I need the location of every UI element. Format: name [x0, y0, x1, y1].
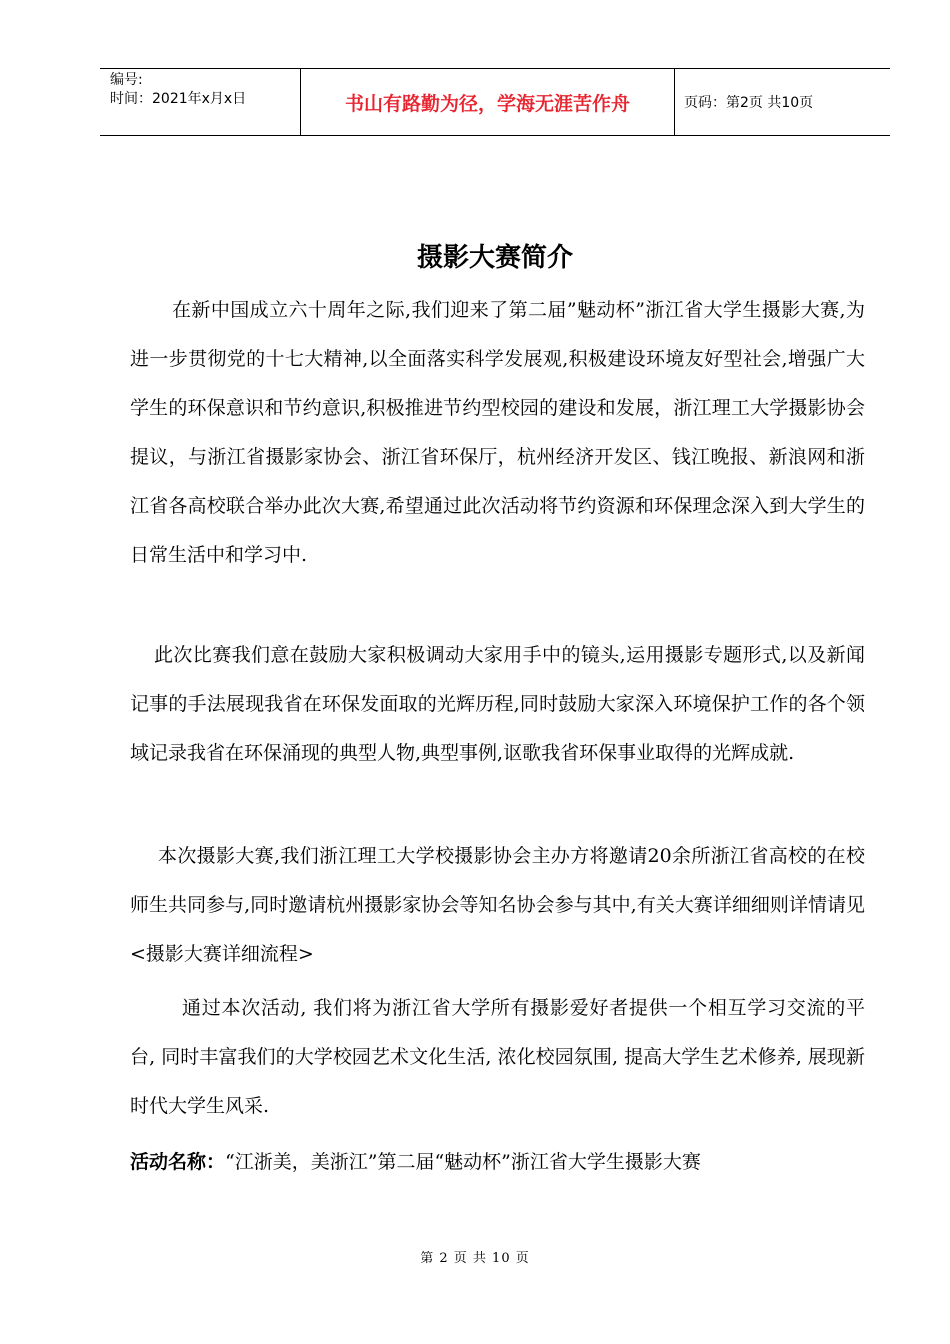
paragraph-purpose: 此次比赛我们意在鼓励大家积极调动大家用手中的镜头,运用摄影专题形式,以及新闻记事的手法展现我省在环保发面取的光辉历程,同时鼓励大家深入环境保护工作的各个领域记录我省在环保涌现的典型人物,典型事例,讴歌我省环保事业取得的光辉成就. — [130, 644, 865, 764]
activity-name-line — [130, 1138, 890, 1187]
activity-name-label: 活动名称： — [130, 1151, 226, 1173]
document-title: 摄影大赛简介 — [416, 243, 573, 273]
header-motto: 书山有路勤为径，学海无涯苦作舟 — [301, 69, 675, 135]
activity-name-value: “江浙美，美浙江”第二届“魅动杯”浙江省大学生摄影大赛 — [225, 1151, 701, 1173]
number-label: 编号: — [110, 72, 143, 88]
paragraph-intro: 在新中国成立六十周年之际,我们迎来了第二届”魅动杯”浙江省大学生摄影大赛,为进一步贯彻党的十七大精神,以全面落实科学发展观,积极建设环境友好型社会,增强广大学生的环保意识和节约意识,积极推进节约型校园的建设和发展，浙江理工大学摄影协会提议，与浙江省摄影家协会、浙江省环保厅，杭州经济开发区、钱江晚报、新浪网和浙江省各高校联合举办此次大赛,希望通过此次活动将节约资源和环保理念深入到大学生的日常生活中和学习中. — [130, 299, 865, 566]
page-footer: 第 2 页 共 10 页 — [420, 1251, 530, 1266]
time-label: 时间：2021年x月x日 — [110, 91, 247, 107]
paragraph-goals: 通过本次活动, 我们将为浙江省大学所有摄影爱好者提供一个相互学习交流的平台, 同时丰富我们的大学校园艺术文化生活, 浓化校园氛围, 提高大学生艺术修养, 展现新时代大学生风采. — [130, 997, 865, 1117]
paragraph-participants: 本次摄影大赛,我们浙江理工大学校摄影协会主办方将邀请20余所浙江省高校的在校师生共同参与,同时邀请杭州摄影家协会等知名协会参与其中,有关大赛详细细则详情请见<摄影大赛详细流程> — [130, 845, 865, 965]
header-page-code: 页码：第2页 共10页 — [684, 95, 814, 111]
header-meta — [100, 69, 301, 135]
page-header — [100, 68, 890, 136]
